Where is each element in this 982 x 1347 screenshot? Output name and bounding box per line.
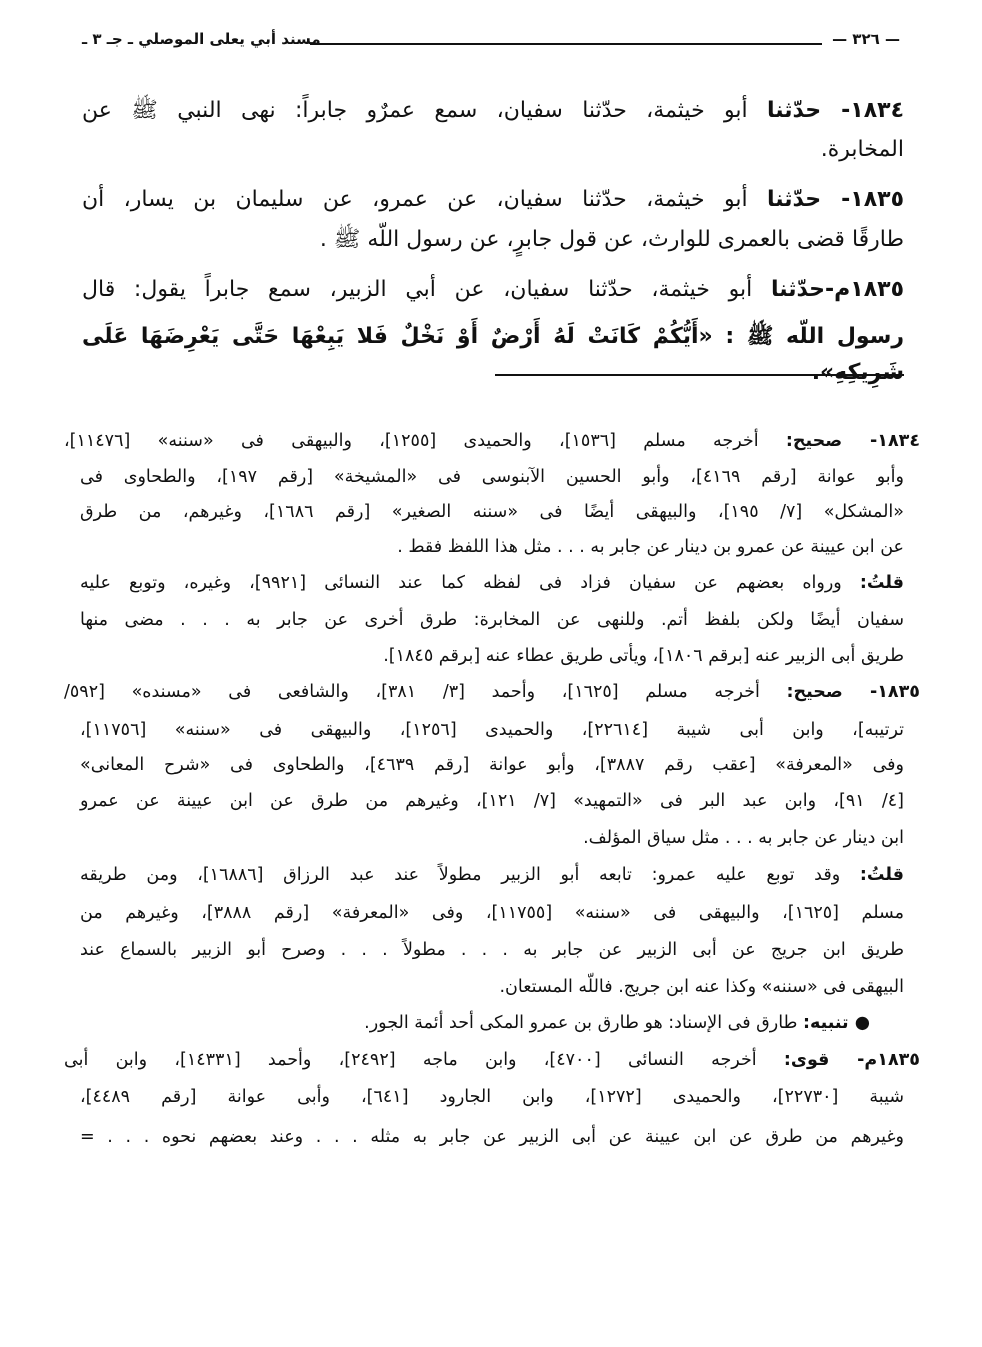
hadith-line	[82, 93, 904, 129]
footnote-line	[80, 1121, 904, 1153]
page-number: — ٣٢٦ —	[832, 30, 900, 48]
footnote-line	[80, 785, 904, 817]
line-text: وفى «المعرفة» [عقب رقم ٣٨٨٧]، وأبو عوانة [رقم ٤٦٣٩]، والطحاوى فى «شرح المعانى»	[80, 755, 905, 775]
footnote-line	[80, 934, 904, 966]
line-text: أبو خيثمة، حدّثنا سفيان، عن أبي الزبير، سمع جابراً يقول: قال	[82, 277, 771, 302]
line-text: البيهقى فى «سننه» وكذا عنه ابن جريج. فاللّه المستعان.	[499, 977, 904, 997]
line-text: «المشكل» [٧/ ١٩٥]، والبيهقى أيضًا فى «سننه الصغير» [رقم ١٦٨٦]، وغيرهم، من طرق	[80, 502, 904, 522]
line-text: المخابرة.	[820, 137, 904, 162]
line-text: ابن دينار عن جابر به . . . مثل سياق المؤلف.	[583, 828, 904, 848]
line-text: ورواه بعضهم عن سفيان فزاد فى لفظه كما عند النسائى [٩٩٢١]، وغيره، وتوبع عليه	[80, 573, 860, 593]
line-text: عن ابن عيينة عن عمرو بن دينار عن جابر به . . . مثل هذا اللفظ فقط .	[397, 537, 904, 557]
line-text: أخرجه النسائى [٤٧٠٠]، وابن ماجه [٢٤٩٢]، وأحمد [١٤٣٣١]، وابن أبى	[64, 1050, 784, 1070]
footnote-line	[80, 640, 904, 672]
hadith-line	[82, 132, 904, 168]
line-text: رسول اللّه ﷺ : «أَيُّكُمْ كَانَتْ لَهُ أَرْضٌ أَوْ نَخْلٌ فَلا يَبِعْهَا حَتَّى يَعْرِضَهَا عَلَى شَرِيكِهِ».	[82, 324, 904, 385]
footnote-line	[64, 425, 920, 457]
line-text: [٤/ ٩١]، وابن عبد البر فى «التمهيد» [٧/ ١٢١]، وغيرهم من طرق عن ابن عيينة عن عمرو	[80, 791, 904, 811]
footnote-line	[80, 496, 904, 528]
line-text: ترتيبه]، وابن أبى شيبة [٢٢٦١٤]، والحميدى [١٢٥٦]، والبيهقى فى «سننه» [١١٧٥٦]،	[80, 720, 904, 740]
line-text: شيبة [٢٢٧٣٠]، والحميدى [١٢٧٢]، وابن الجارود [٦٤١]، وأبى عوانة [رقم ٤٤٨٩]،	[80, 1087, 905, 1107]
line-text: أبو خيثمة، حدّثنا سفيان، سمع عمرٌو جابراً: نهى النبي ﷺ عن	[82, 98, 768, 123]
entry-lead: ١٨٣٤- صحيح:	[785, 431, 921, 451]
header-rule	[310, 43, 822, 45]
line-text: أخرجه مسلم [١٦٢٥]، وأحمد [٣/ ٣٨١]، والشافعى فى «مسنده» [٥٩٢/	[64, 682, 787, 702]
entry-lead: ١٨٣٥- حدّثنا	[767, 187, 904, 212]
entry-lead: ١٨٣٥م-حدّثنا	[770, 277, 904, 302]
entry-lead: ١٨٣٥- صحيح:	[786, 682, 920, 702]
entry-lead: قلتُ:	[859, 865, 904, 885]
footnote-line	[80, 859, 904, 891]
hadith-line	[82, 182, 904, 218]
line-text: طارقًا قضى بالعمرى للوارث، عن قول جابرٍ، عن رسول اللّه ﷺ .	[319, 227, 904, 252]
entry-lead: ● تنبيه:	[803, 1013, 870, 1033]
hadith-line	[82, 222, 904, 258]
footnote-line	[80, 897, 904, 929]
hadith-line	[82, 319, 904, 385]
line-text: طريق ابن جريج عن أبى الزبير عن جابر به . . . مطولاً . . . وصرح أبو الزبير بالسماع عند	[80, 940, 904, 960]
hadith-line	[82, 272, 904, 308]
footnote-line	[80, 604, 904, 636]
entry-lead: قلتُ:	[859, 573, 904, 593]
footnote-line	[80, 531, 904, 563]
footnote-line	[80, 714, 904, 746]
running-title: مسند أبي يعلى الموصلي ـ جـ ٣ ـ	[82, 30, 321, 48]
footnote-line	[80, 822, 904, 854]
line-text: وقد توبع عليه عمرو: تابعه أبو الزبير مطولاً عند عبد الرزاق [١٦٨٨٦]، ومن طريقه	[80, 865, 860, 885]
line-text: أبو خيثمة، حدّثنا سفيان، عن عمرو، عن سليمان بن يسار، أن	[82, 187, 768, 212]
entry-lead: ١٨٣٥م- قوى:	[783, 1050, 920, 1070]
line-text: سفيان أيضًا ولكن بلفظ أتم. وللنهى عن المخابرة: طرق أخرى عن جابر به . . . مضى منها	[80, 610, 904, 630]
line-text: وغيرهم من طرق عن ابن عيينة عن أبى الزبير عن جابر به مثله . . . وعند بعضهم نحوه . . . =	[80, 1127, 904, 1147]
line-text: طريق أبى الزبير عنه [برقم ١٨٠٦]، ويأتى طريق عطاء عنه [برقم ١٨٤٥].	[383, 646, 904, 666]
line-text: وأبو عوانة [رقم ٤١٦٩]، وأبو الحسين الآبنوسى فى «المشيخة» [رقم ١٩٧]، والطحاوى فى	[80, 467, 904, 487]
line-text: أخرجه مسلم [١٥٣٦]، والحميدى [١٢٥٥]، والبيهقى فى «سننه» [١١٤٧٦]،	[64, 431, 786, 451]
footnote-line	[80, 749, 904, 781]
entry-lead: ١٨٣٤- حدّثنا	[767, 98, 904, 123]
footnote-line	[114, 1007, 870, 1039]
footnote-line	[64, 1044, 920, 1076]
line-text: مسلم [١٦٢٥]، والبيهقى فى «سننه» [١١٧٥٥]، وفى «المعرفة» [رقم ٣٨٨٨]، وغيرهم من	[80, 903, 904, 923]
footnote-line	[64, 676, 920, 708]
footnote-line	[80, 567, 904, 599]
footnote-line	[80, 1081, 904, 1113]
line-text: طارق فى الإسناد: هو طارق بن عمرو المكى أحد أئمة الجور.	[364, 1013, 804, 1033]
footnote-line	[80, 461, 904, 493]
footnote-line	[80, 971, 904, 1003]
